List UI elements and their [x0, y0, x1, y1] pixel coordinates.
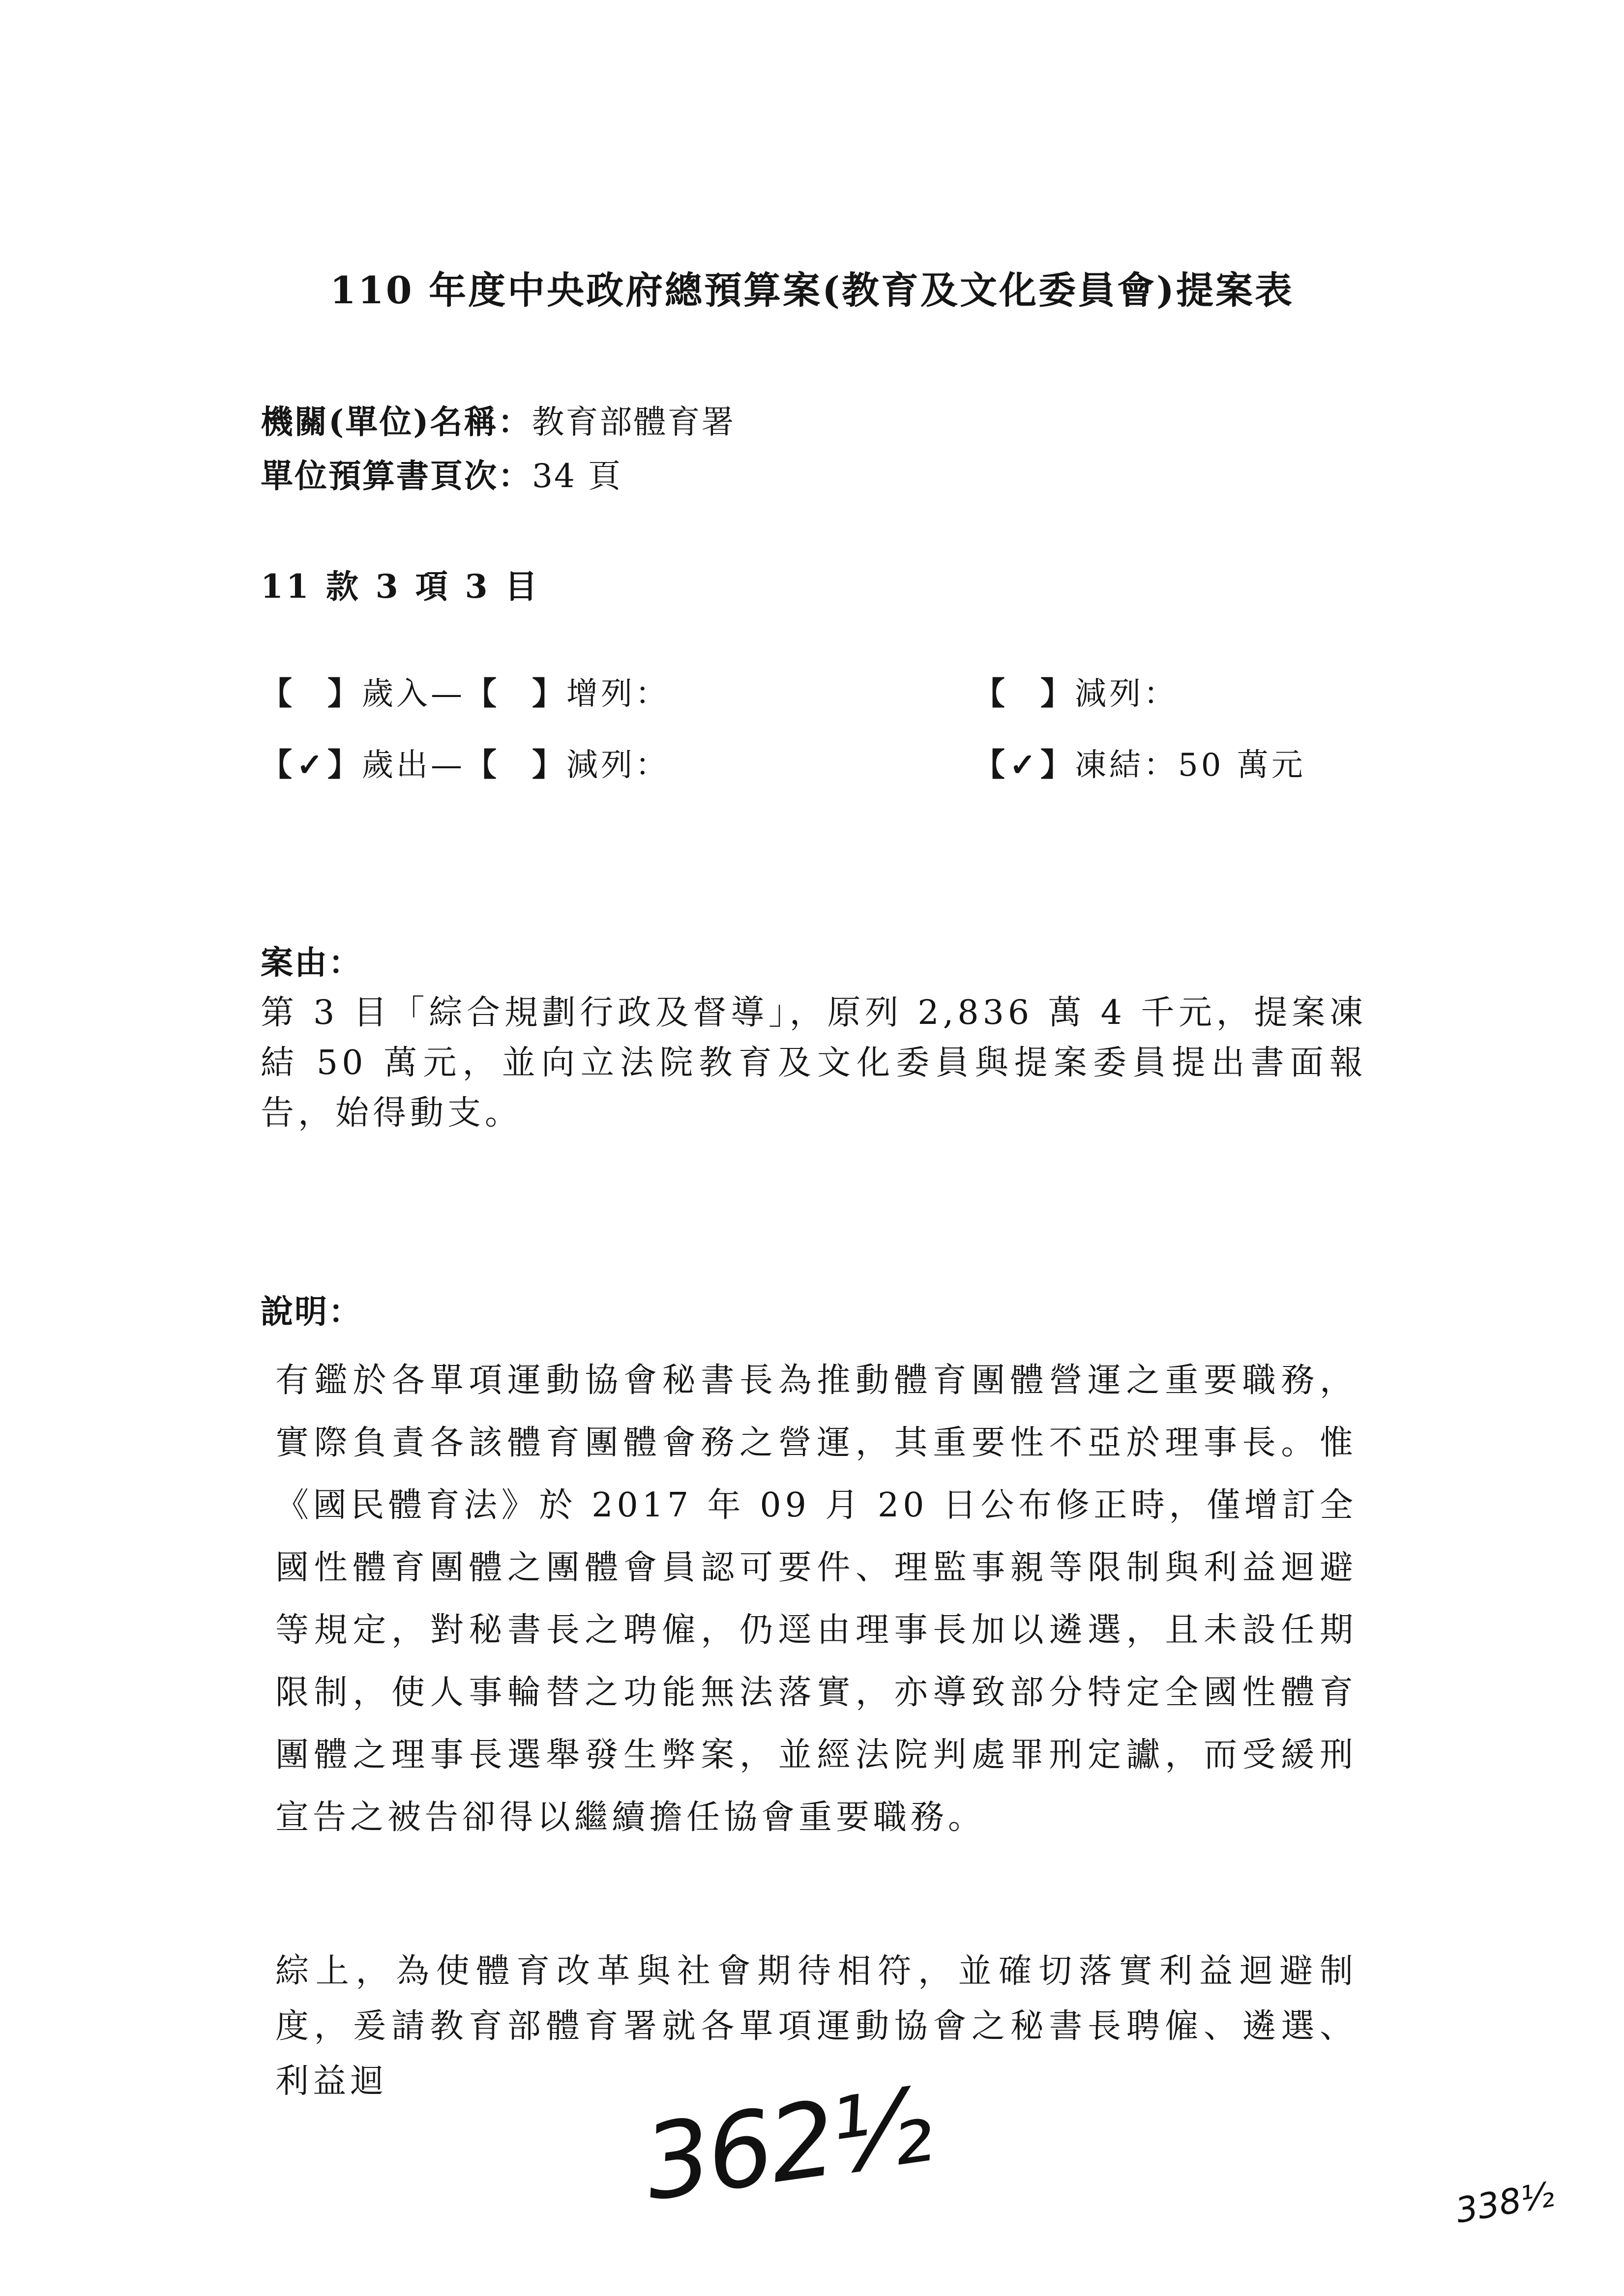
increase-label: 增列：	[566, 676, 670, 712]
freeze-checkbox[interactable]: ✓	[1009, 747, 1039, 784]
handwritten-page-number: 362½	[637, 2064, 937, 2224]
agency-line	[261, 396, 735, 442]
agency-label: 機關(單位)名稱：	[261, 403, 532, 441]
freeze-label: 凍結：50 萬元	[1075, 747, 1306, 784]
reduce-top-label: 減列：	[1075, 676, 1178, 712]
option-reduce-top: 【 】減列：	[974, 675, 1178, 712]
page-ref-line	[261, 450, 622, 496]
reason-text: 第 3 目「綜合規劃行政及督導」，原列 2,836 萬 4 千元，提案凍結 50 萬元，並向立法院教育及文化委員與提案委員提出書面報告，始得動支。	[261, 993, 1367, 1133]
document-title: 110 年度中央政府總預算案(教育及文化委員會)提案表	[329, 268, 1295, 312]
option-revenue: 【 】歲入—【 】增列：	[261, 675, 670, 712]
summary-text: 綜上，為使體育改革與社會期待相符，並確切落實利益迴避制度，爰請教育部體育署就各單項運動協會之秘書長聘僱、遴選、利益迴	[275, 1952, 1357, 2101]
option-expense: 【✓】歲出—【 】減列：	[261, 747, 670, 784]
expense-reduce-label: 減列：	[566, 747, 670, 784]
expense-label: 歲出—	[362, 747, 465, 784]
revenue-label: 歲入—	[362, 676, 465, 712]
option-freeze: 【✓】凍結：50 萬元	[974, 747, 1306, 784]
page-ref-label: 單位預算書頁次：	[261, 457, 532, 495]
reason-heading: 案由：	[261, 943, 362, 982]
explanation-text: 有鑑於各單項運動協會秘書長為推動體育團體營運之重要職務，實際負責各該體育團體會務之營運，其重要性不亞於理事長。惟《國民體育法》於 2017 年 09 月 20 日公布修正時，僅增訂全國性體育團體之團體會員認可要件、理監事親等限制與利益迴避等規定，對秘書長之聘僱，仍逕由理事長加以遴選，且未設任期限制，使人事輪替之功能無法落實，亦導致部分特定全國性體育團體之理事長選舉發生弊案，並經法院判處罪刑定讞，而受緩刑宣告之被告卻得以繼續擔任協會重要職務。	[275, 1361, 1357, 1837]
section-code: 11 款 3 項 3 目	[261, 567, 540, 606]
explanation-heading: 說明：	[261, 1292, 362, 1331]
agency-value: 教育部體育署	[531, 403, 736, 441]
expense-checkbox[interactable]: ✓	[296, 747, 326, 784]
handwritten-small-number: 338½	[1452, 2174, 1558, 2231]
page-ref-value: 34 頁	[532, 457, 622, 495]
